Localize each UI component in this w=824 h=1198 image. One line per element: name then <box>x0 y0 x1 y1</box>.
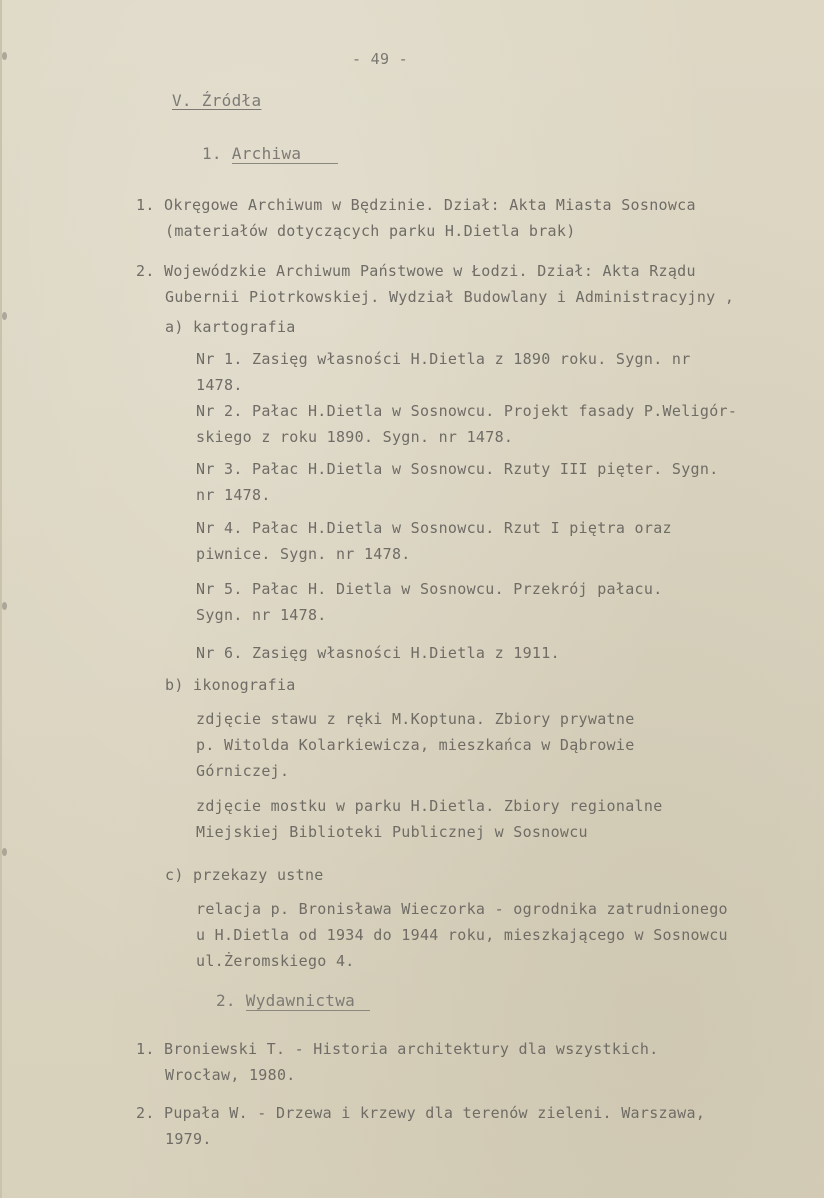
subsection-underline <box>232 163 338 164</box>
page-number: - 49 - <box>352 50 408 68</box>
cartography-entry: Nr 5. Pałac H. Dietla w Sosnowcu. Przekrój pałacu. <box>196 580 663 598</box>
subsection-underline <box>246 1010 370 1011</box>
subgroup-label-iconography: b) ikonografia <box>165 676 296 694</box>
cartography-entry: Nr 4. Pałac H.Dietla w Sosnowcu. Rzut I piętra oraz <box>196 519 672 537</box>
publication-item-line: Wrocław, 1980. <box>165 1066 296 1084</box>
binding-mark <box>2 602 7 610</box>
publication-item-line: 2. Pupała W. - Drzewa i krzewy dla terenów zieleni. Warszawa, <box>136 1104 706 1122</box>
binding-mark <box>2 52 7 60</box>
oral-account-entry: u H.Dietla od 1934 do 1944 roku, mieszkającego w Sosnowcu <box>196 926 728 944</box>
cartography-entry: 1478. <box>196 376 243 394</box>
cartography-entry: skiego z roku 1890. Sygn. nr 1478. <box>196 428 514 446</box>
oral-account-entry: relacja p. Bronisława Wieczorka - ogrodnika zatrudnionego <box>196 900 728 918</box>
publication-item-line: 1. Broniewski T. - Historia architektury dla wszystkich. <box>136 1040 659 1058</box>
binding-mark <box>2 848 7 856</box>
source-item-line: 2. Wojewódzkie Archiwum Państwowe w Łodzi. Dział: Akta Rządu <box>136 262 696 280</box>
cartography-entry: nr 1478. <box>196 486 271 504</box>
cartography-entry: Sygn. nr 1478. <box>196 606 327 624</box>
cartography-entry: Nr 2. Pałac H.Dietla w Sosnowcu. Projekt fasady P.Weligór- <box>196 402 738 420</box>
page-edge <box>0 0 2 1198</box>
cartography-entry: Nr 6. Zasięg własności H.Dietla z 1911. <box>196 644 560 662</box>
subgroup-label-oral-accounts: c) przekazy ustne <box>165 866 324 884</box>
cartography-entry: Nr 1. Zasięg własności H.Dietla z 1890 roku. Sygn. nr <box>196 350 691 368</box>
cartography-entry: piwnice. Sygn. nr 1478. <box>196 545 411 563</box>
iconography-entry: zdjęcie mostku w parku H.Dietla. Zbiory regionalne <box>196 797 663 815</box>
subsection-title-publications: 2. Wydawnictwa <box>216 991 356 1010</box>
iconography-entry: p. Witolda Kolarkiewicza, mieszkańca w Dąbrowie <box>196 736 635 754</box>
iconography-entry: Miejskiej Biblioteki Publicznej w Sosnowcu <box>196 823 588 841</box>
iconography-entry: Górniczej. <box>196 762 290 780</box>
cartography-entry: Nr 3. Pałac H.Dietla w Sosnowcu. Rzuty III pięter. Sygn. <box>196 460 719 478</box>
publication-item-line: 1979. <box>165 1130 212 1148</box>
subsection-title-archives: 1. Archiwa <box>202 144 302 163</box>
source-item-line: 1. Okręgowe Archiwum w Będzinie. Dział: Akta Miasta Sosnowca <box>136 196 696 214</box>
iconography-entry: zdjęcie stawu z ręki M.Koptuna. Zbiory prywatne <box>196 710 635 728</box>
oral-account-entry: ul.Żeromskiego 4. <box>196 952 355 970</box>
binding-mark <box>2 312 7 320</box>
section-title: V. Źródła <box>172 91 262 110</box>
source-item-line: Gubernii Piotrkowskiej. Wydział Budowlany i Administracyjny , <box>165 288 735 306</box>
subgroup-label-cartography: a) kartografia <box>165 318 296 336</box>
source-item-line: (materiałów dotyczących parku H.Dietla brak) <box>165 222 576 240</box>
